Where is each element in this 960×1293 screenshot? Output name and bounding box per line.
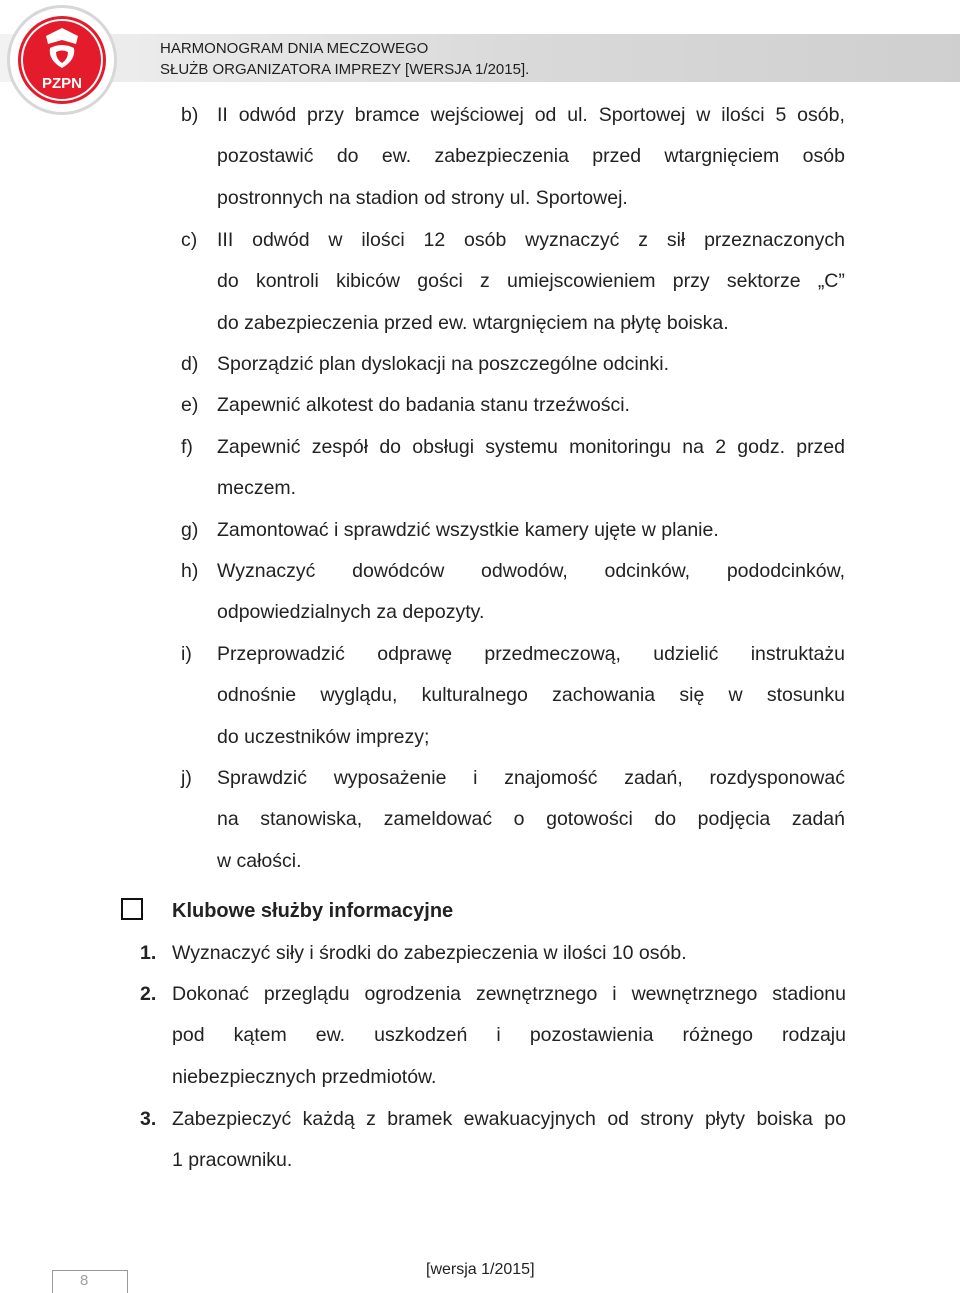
word: przeglądu (263, 983, 350, 1005)
word: strony (640, 1108, 694, 1130)
list-item-line (217, 229, 845, 252)
word: w (328, 229, 343, 251)
word: w (728, 684, 743, 707)
list-item-line: w całości. (217, 849, 302, 872)
word: obsługi (412, 436, 475, 458)
word: „C” (817, 270, 845, 293)
justified-line (217, 684, 845, 707)
word: zachowania (552, 684, 656, 707)
list-item-line: do zabezpieczenia przed ew. wtargnięciem na płytę boiska. (217, 311, 729, 334)
word: dowódców (352, 560, 445, 582)
justified-line (217, 808, 845, 831)
word: zadań, (624, 767, 683, 789)
word: uszkodzeń (374, 1024, 468, 1047)
word: przed (796, 436, 845, 458)
checkbox-icon (121, 898, 143, 920)
word: i (612, 983, 617, 1005)
list-marker: d) (181, 353, 199, 375)
justified-line (217, 104, 845, 127)
word: zabezpieczenia (434, 145, 569, 168)
word: każdą (302, 1108, 355, 1130)
word: znajomość (504, 767, 598, 789)
list-item-line: Wyznaczyć siły i środki do zabezpieczenia w ilości 10 osób. (172, 942, 687, 964)
word: ewakuacyjnych (463, 1108, 596, 1130)
word: zadań (791, 808, 845, 831)
word: zameldować (383, 808, 493, 831)
list-item-line: 1 pracowniku. (172, 1149, 293, 1172)
word: o (513, 808, 525, 831)
word: ilości (361, 229, 405, 251)
word: do (217, 270, 239, 293)
list-marker: c) (181, 229, 198, 251)
word: boiska (756, 1108, 813, 1130)
word: instruktażu (750, 643, 845, 665)
list-marker: f) (181, 436, 193, 458)
word: wyznaczyć (525, 229, 620, 251)
footer-version: [wersja 1/2015] (426, 1261, 535, 1278)
word: Wyznaczyć (217, 560, 316, 582)
word: Dokonać (172, 983, 249, 1005)
word: kulturalnego (421, 684, 528, 707)
word: Sprawdzić (217, 767, 307, 789)
justified-line (217, 436, 845, 459)
word: różnego (682, 1024, 753, 1047)
word: wyposażenie (333, 767, 447, 789)
word: odwód (238, 104, 297, 126)
pzpn-logo (10, 8, 114, 112)
list-item-line (172, 983, 846, 1006)
word: kontroli (255, 270, 319, 293)
list-marker: e) (181, 394, 199, 416)
justified-line (217, 270, 845, 293)
word: przy (307, 104, 344, 126)
word: pod (172, 1024, 205, 1047)
word: od (607, 1108, 630, 1130)
item-number: 1. (140, 942, 157, 964)
word: na (217, 808, 239, 831)
pzpn-emblem-icon (16, 14, 108, 106)
list-item-line (217, 767, 845, 790)
word: do (654, 808, 677, 831)
list-item-line: postronnych na stadion od strony ul. Sportowej. (217, 186, 628, 209)
word: na (682, 436, 704, 458)
document-header (160, 38, 529, 80)
word: i (473, 767, 478, 789)
justified-line (172, 1024, 846, 1047)
word: rozdysponować (709, 767, 845, 789)
word: bramek (387, 1108, 453, 1130)
word: i (496, 1024, 501, 1047)
word: z (366, 1108, 376, 1130)
word: ew. (381, 145, 412, 168)
word: osób (802, 145, 845, 168)
word: 2 (715, 436, 727, 458)
word: III (217, 229, 234, 251)
word: w (696, 104, 711, 126)
word: zewnętrznego (475, 983, 598, 1005)
word: sił (666, 229, 686, 251)
word: stosunku (766, 684, 845, 707)
word: przedmeczową, (484, 643, 621, 665)
logo-text: PZPN (41, 75, 83, 92)
word: pozostawić (217, 145, 314, 168)
list-item-line (217, 145, 845, 168)
word: gości (417, 270, 463, 293)
word: umiejscowieniem (507, 270, 656, 293)
list-item-line (217, 808, 845, 831)
word: odcinków, (604, 560, 691, 582)
word: udzielić (653, 643, 719, 665)
word: ilości (721, 104, 765, 126)
word: ul. (567, 104, 588, 126)
word: wewnętrznego (631, 983, 758, 1005)
word: do (336, 145, 359, 168)
list-item-line: do uczestników imprezy; (217, 725, 430, 748)
list-item-line: niebezpiecznych przedmiotów. (172, 1065, 437, 1088)
word: kątem (233, 1024, 287, 1047)
word: podjęcia (697, 808, 771, 831)
word: bramce (354, 104, 420, 126)
word: kibiców (336, 270, 401, 293)
list-marker: b) (181, 104, 199, 126)
word: systemu (485, 436, 558, 458)
list-item-line (217, 684, 845, 707)
word: odnośnie (217, 684, 297, 707)
page-number: 8 (80, 1272, 89, 1289)
word: zespół (311, 436, 369, 458)
word: 12 (423, 229, 446, 251)
word: Sportowej (598, 104, 686, 126)
justified-line (217, 767, 845, 790)
justified-line (172, 983, 846, 1006)
word: odprawę (377, 643, 453, 665)
word: z (480, 270, 490, 293)
word: rodzaju (782, 1024, 846, 1047)
justified-line (217, 145, 845, 168)
word: stanowiska, (260, 808, 363, 831)
word: osób (464, 229, 507, 251)
word: się (679, 684, 705, 707)
word: wyglądu, (320, 684, 398, 707)
list-item-line (172, 1024, 846, 1047)
word: stadionu (772, 983, 846, 1005)
list-marker: i) (181, 643, 192, 665)
list-item-line: odpowiedzialnych za depozyty. (217, 601, 485, 624)
word: pododcinków, (726, 560, 845, 582)
item-number: 3. (140, 1108, 157, 1130)
section-title: Klubowe służby informacyjne (172, 900, 454, 922)
header-title-line2: SŁUŻB ORGANIZATORA IMPREZY [WERSJA 1/2015]. (160, 61, 530, 78)
header-title-line1: HARMONOGRAM DNIA MECZOWEGO (160, 40, 429, 57)
word: Zapewnić (217, 436, 301, 458)
word: sektorze (726, 270, 801, 293)
list-item-line (217, 436, 845, 459)
word: Przeprowadzić (217, 643, 345, 665)
list-marker: g) (181, 519, 199, 541)
list-item-line (217, 560, 845, 583)
word: od (534, 104, 557, 126)
word: pozostawienia (529, 1024, 654, 1047)
word: monitoringu (569, 436, 672, 458)
word: do (379, 436, 402, 458)
word: ew. (315, 1024, 346, 1047)
list-item-line: Sporządzić plan dyslokacji na poszczególne odcinki. (217, 353, 670, 375)
justified-line (217, 560, 845, 583)
word: ogrodzenia (364, 983, 461, 1005)
word: przeznaczonych (704, 229, 845, 251)
word: II (217, 104, 228, 126)
justified-line (217, 229, 845, 252)
list-item-line (217, 643, 845, 666)
word: przy (672, 270, 710, 293)
word: odwodów, (481, 560, 568, 582)
word: 5 (775, 104, 787, 126)
item-number: 2. (140, 983, 157, 1005)
list-marker: h) (181, 560, 199, 582)
word: wejściowej (430, 104, 524, 126)
list-item-line: meczem. (217, 477, 297, 500)
list-item-line (217, 104, 845, 127)
word: płyty (704, 1108, 746, 1130)
word: gotowości (546, 808, 633, 831)
word: z (638, 229, 648, 251)
justified-line (217, 643, 845, 666)
justified-line (172, 1108, 846, 1131)
word: przed (592, 145, 642, 168)
list-item-line (172, 1108, 846, 1131)
word: osób, (797, 104, 845, 126)
word: Zabezpieczyć (172, 1108, 292, 1130)
list-marker: j) (181, 767, 192, 789)
word: odwód (252, 229, 310, 251)
list-item-line: Zapewnić alkotest do badania stanu trzeźwości. (217, 394, 630, 416)
word: po (824, 1108, 846, 1130)
word: wtargnięciem (664, 145, 780, 168)
list-item-line: Zamontować i sprawdzić wszystkie kamery ujęte w planie. (217, 519, 719, 541)
list-item-line (217, 270, 845, 293)
word: godz. (737, 436, 785, 458)
